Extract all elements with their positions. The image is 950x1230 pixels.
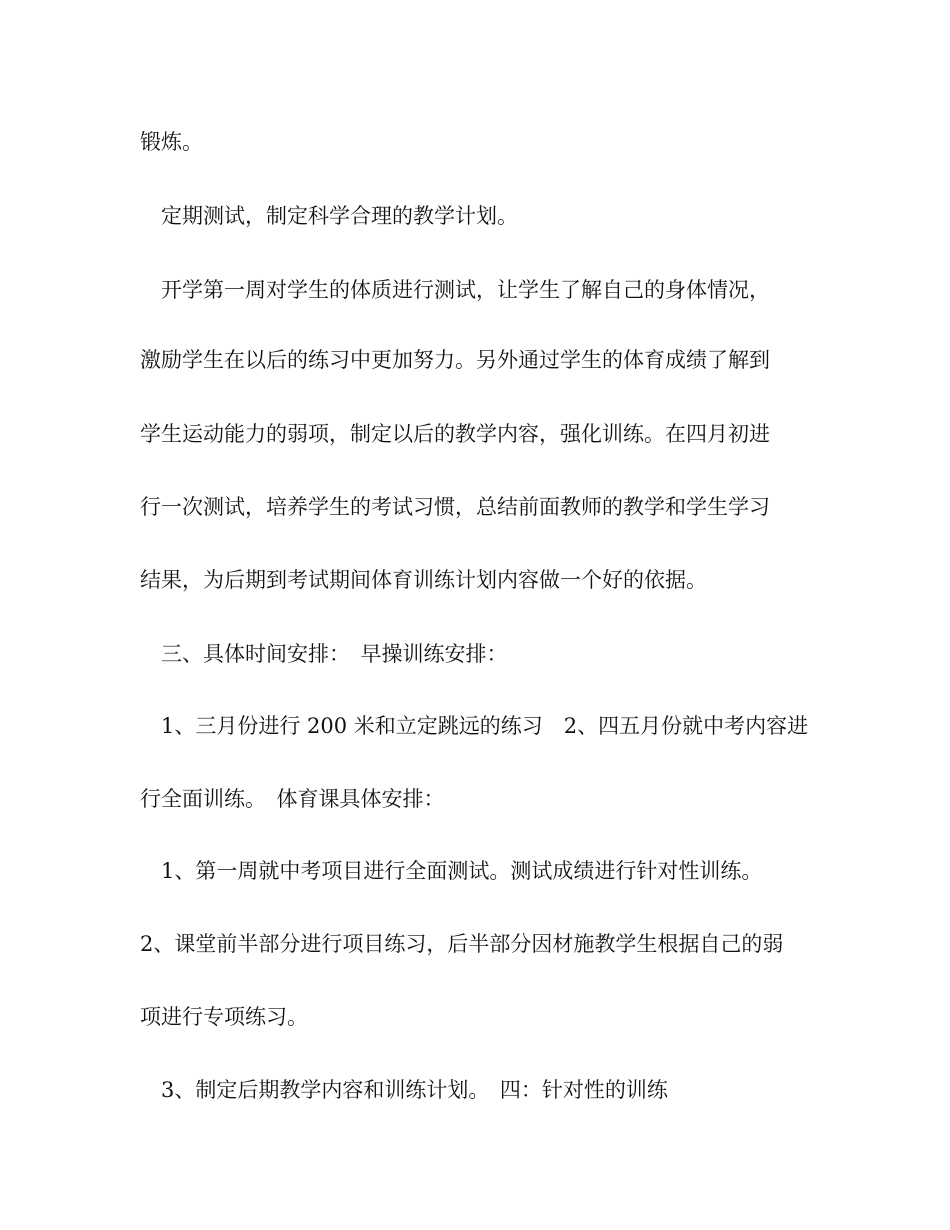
text-line: 行一次测试，培养学生的考试习惯，总结前面教师的教学和学生学习 [140,495,770,519]
text-line: 1、第一周就中考项目进行全面测试。测试成绩进行针对性训练。 [140,859,763,883]
text-line: 行全面训练。 体育课具体安排： [140,787,445,811]
text-line: 学生运动能力的弱项，制定以后的教学内容，强化训练。在四月初进 [140,422,770,446]
text-line: 1、三月份进行 200 米和立定跳远的练习 2、四五月份就中考内容进 [140,714,809,738]
text-line: 三、具体时间安排： 早操训练安排： [140,642,508,666]
text-line: 2、课堂前半部分进行项目练习，后半部分因材施教学生根据自己的弱 [140,932,784,956]
text-line: 定期测试，制定科学合理的教学计划。 [140,204,518,228]
text-line: 结果，为后期到考试期间体育训练计划内容做一个好的依据。 [140,568,707,592]
text-line: 锻炼。 [140,130,203,154]
text-line: 3、制定后期教学内容和训练计划。 四：针对性的训练 [140,1078,668,1102]
text-line: 激励学生在以后的练习中更加努力。另外通过学生的体育成绩了解到 [140,348,770,372]
text-line: 开学第一周对学生的体质进行测试，让学生了解自己的身体情况， [140,278,770,302]
text-line: 项进行专项练习。 [140,1005,308,1029]
